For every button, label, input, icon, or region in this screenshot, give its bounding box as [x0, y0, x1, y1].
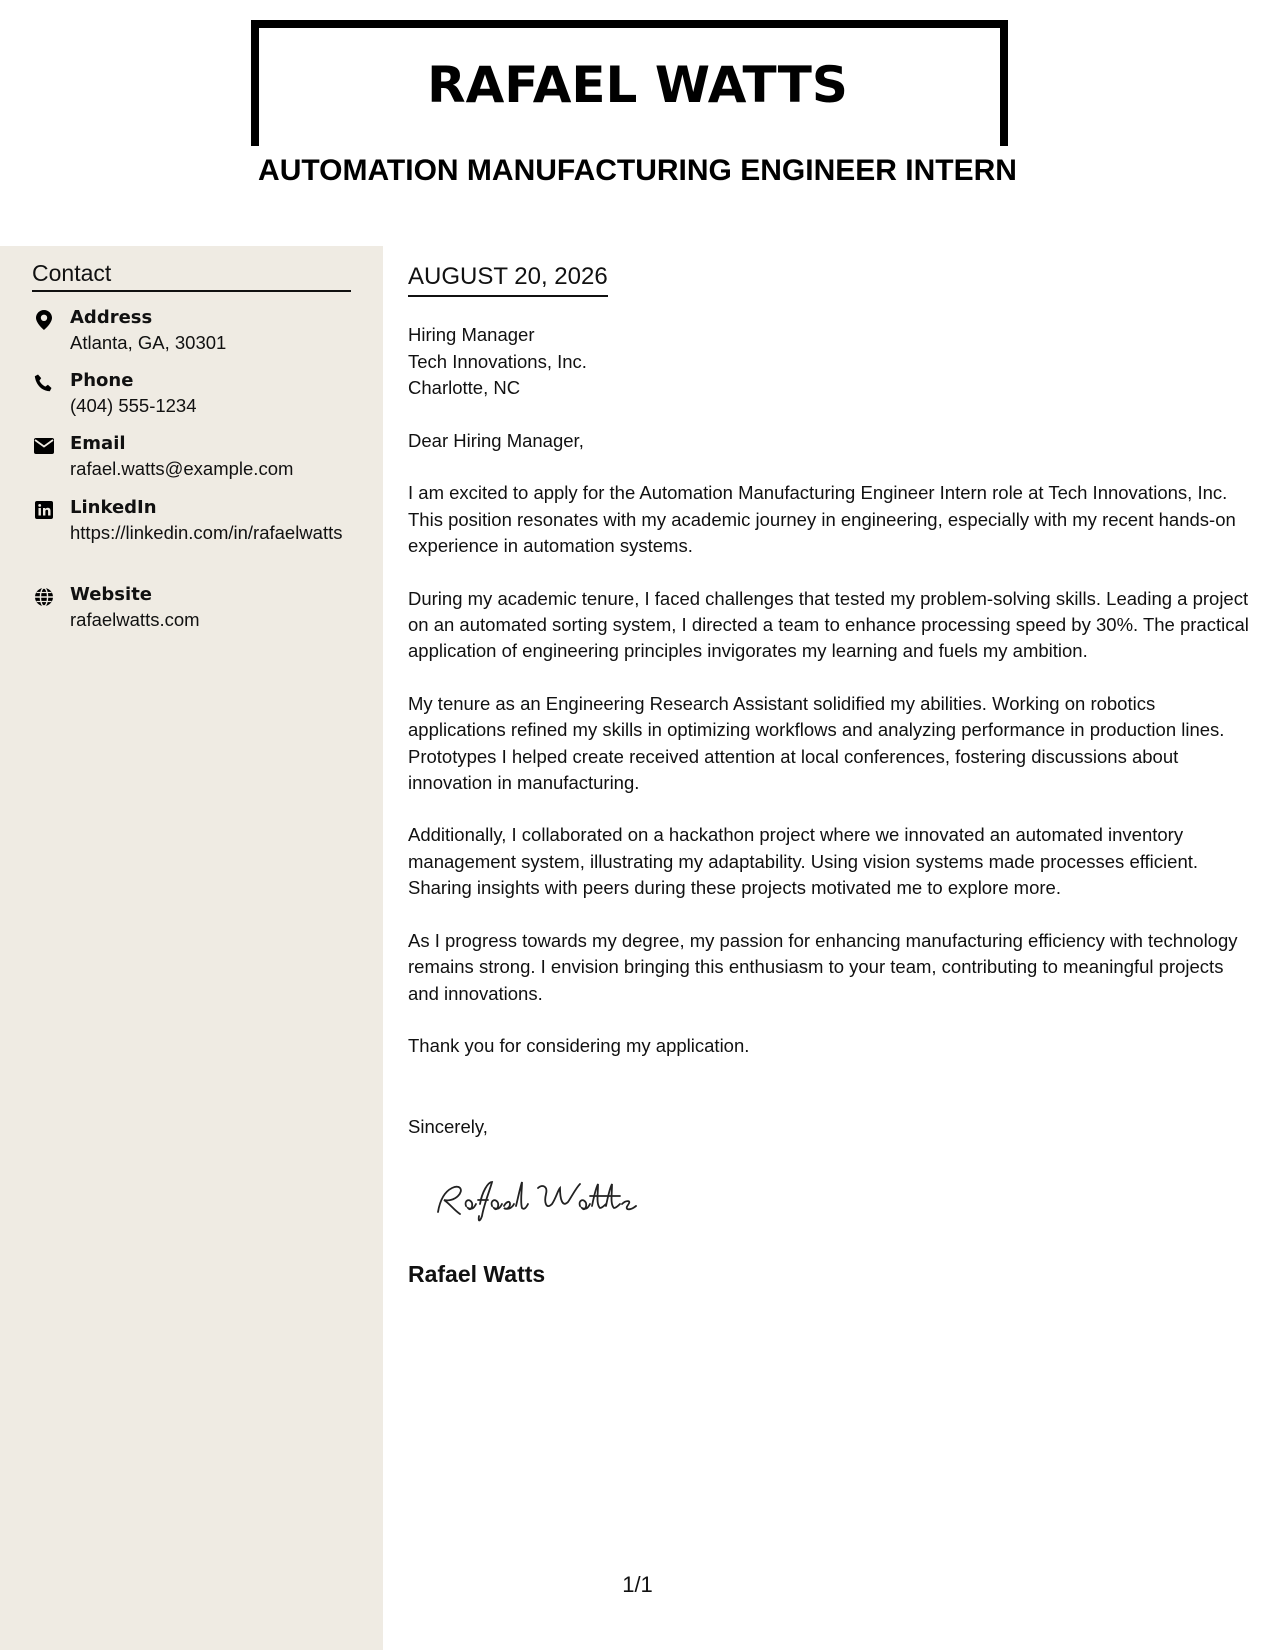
contact-label: Address [70, 307, 153, 328]
envelope-icon [32, 434, 56, 458]
body-paragraph: Additionally, I collaborated on a hackathon project where we innovated an automated inventory management system, illustrating my adaptability. Using vision systems made processes efficient. Sharing insights with peers during these projects motivated me to explore more. [408, 824, 1199, 899]
salutation: Dear Hiring Manager, [408, 430, 584, 451]
recipient-line: Hiring Manager [408, 324, 535, 345]
letter-body [408, 428, 1252, 1085]
page-number: 1/1 [622, 1572, 653, 1597]
contact-value: Atlanta, GA, 30301 [70, 332, 227, 353]
job-title: AUTOMATION MANUFACTURING ENGINEER INTERN [258, 154, 1017, 187]
contact-label: Email [70, 433, 126, 454]
body-paragraph: As I progress towards my degree, my passion for enhancing manufacturing efficiency with technology remains strong. I envision bringing this enthusiasm to your team, contributing to meaningful projects and innovations. [408, 929, 1238, 1004]
recipient-line: Charlotte, NC [408, 377, 521, 398]
handwritten-signature [430, 1170, 670, 1230]
contact-value[interactable]: rafaelwatts.com [70, 609, 200, 630]
contact-value: rafael.watts@example.com [70, 458, 294, 479]
body-paragraph: Thank you for considering my application. [408, 1034, 750, 1056]
contact-value[interactable]: https://linkedin.com/in/rafaelwatts [70, 522, 343, 543]
closing: Sincerely, [408, 1116, 488, 1137]
body-paragraph: My tenure as an Engineering Research Assistant solidified my abilities. Working on robotics applications refined my skills in optimizing workflows and analyzing performance in production lines. Prototypes I helped create received attention at local conferences, fostering discussions about innovation in manufacturing. [408, 692, 1225, 794]
contact-label: LinkedIn [70, 497, 157, 518]
contact-label: Website [70, 584, 153, 605]
body-paragraph: I am excited to apply for the Automation Manufacturing Engineer Intern role at Tech Innovations, Inc. This position resonates with my academic journey in engineering, especially with my recent hands-on experience in automation systems. [408, 482, 1236, 557]
body-paragraph: During my academic tenure, I faced challenges that tested my problem-solving skills. Leading a project on an automated sorting system, I directed a team to enhance processing speed by 30%. The practical application of engineering principles invigorates my learning and fuels my ambition. [408, 587, 1249, 662]
recipient-block [408, 322, 587, 402]
contact-label: Phone [70, 370, 134, 391]
contact-heading: Contact [32, 261, 351, 292]
phone-icon [32, 371, 56, 395]
map-pin-icon [32, 308, 56, 332]
signer-name: Rafael Watts [408, 1261, 546, 1287]
contact-value: (404) 555-1234 [70, 395, 197, 416]
linkedin-icon [32, 498, 56, 522]
letter-date: AUGUST 20, 2026 [408, 264, 608, 297]
recipient-line: Tech Innovations, Inc. [408, 350, 587, 372]
globe-icon [32, 585, 56, 609]
applicant-name: RAFAEL WATTS [427, 56, 848, 114]
